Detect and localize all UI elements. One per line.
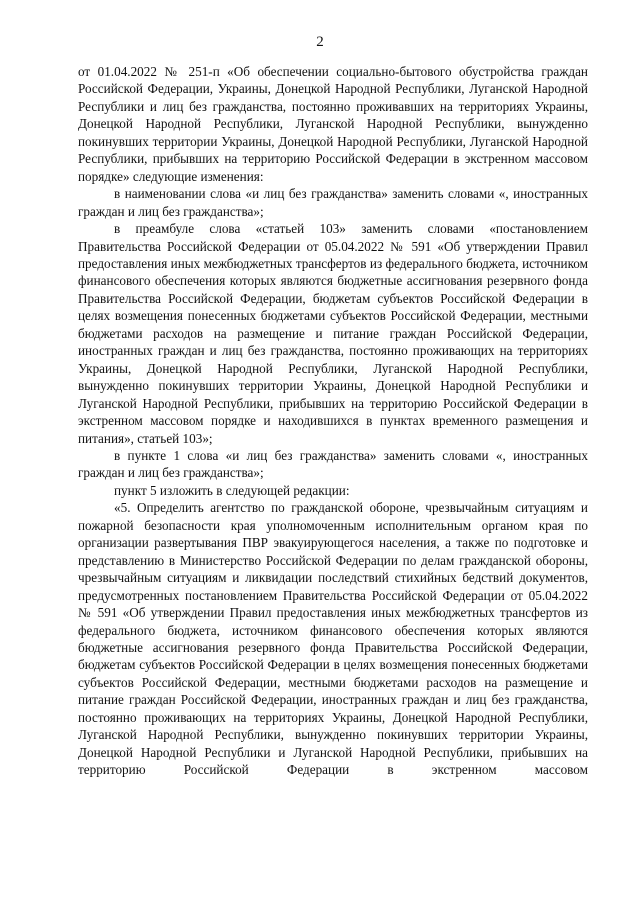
document-body <box>78 63 588 779</box>
paragraph: в преамбуле слова «статьей 103» заменить словами «постановлением Правительства Российской Федерации от 05.04.2022 № 591 «Об утверждении Правил предоставления иных межбюджетных трансфертов из федерального бюджета, источником финансового обеспечения которых являются бюджетные ассигнования резервного фонда Правительства Российской Федерации, бюджетам субъектов Российской Федерации в целях возмещения понесенных бюджетами субъектов Российской Федерации, местными бюджетами расходов на размещение и питание граждан Российской Федерации, иностранных граждан и лиц без гражданства, постоянно проживающих на территориях Украины, Донецкой Народной Республики, Луганской Народной Республики, вынужденно покинувших территории Украины, Донецкой Народной Республики и Луганской Народной Республики, прибывших на территорию Российской Федерации в экстренном массовом порядке и находившихся в пунктах временного размещения и питания», статьей 103»; <box>78 221 588 446</box>
paragraph: в пункте 1 слова «и лиц без гражданства» заменить словами «, иностранных граждан и лиц без гражданства»; <box>78 447 588 481</box>
paragraph: от 01.04.2022 № 251-п «Об обеспечении социально-бытового обустройства граждан Российской Федерации, Украины, Донецкой Народной Республики, Луганской Народной Республики и лиц без гражданства, постоянно проживавших на территориях Украины, Донецкой Народной Республики, Луганской Народной Республики, вынужденно покинувших территории Украины, Донецкой Народной Республики, Луганской Народной Республики, прибывших на территорию Российской Федерации в экстренном массовом порядке» следующие изменения: <box>78 64 588 184</box>
paragraph: пункт 5 изложить в следующей редакции: <box>114 482 350 498</box>
paragraph: «5. Определить агентство по гражданской обороне, чрезвычайным ситуациям и пожарной безопасности края уполномоченным исполнительным органом края по организации развертывания ПВР эвакуирующегося населения, а также по подготовке и представлению в Министерство Российской Федерации по делам гражданской обороны, чрезвычайным ситуациям и ликвидации последствий стихийных бедствий документов, предусмотренных постановлением Правительства Российской Федерации от 05.04.2022 № 591 «Об утверждении Правил предоставления иных межбюджетных трансфертов из федерального бюджета, источником финансового обеспечения которых являются бюджетные ассигнования резервного фонда Правительства Российской Федерации, бюджетам субъектов Российской Федерации в целях возмещения понесенных бюджетами субъектов Российской Федерации, местными бюджетами расходов на размещение и питание граждан Российской Федерации, иностранных граждан и лиц без гражданства, постоянно проживающих на территориях Украины, Донецкой Народной Республики, Луганской Народной Республики, вынужденно покинувших территории Украины, Донецкой Народной Республики и Луганской Народной Республики, прибывших на территорию Российской Федерации в экстренном массовом <box>78 500 588 778</box>
page-number: 2 <box>316 34 324 50</box>
paragraph: в наименовании слова «и лиц без гражданства» заменить словами «, иностранных граждан и лиц без гражданства»; <box>78 186 588 219</box>
